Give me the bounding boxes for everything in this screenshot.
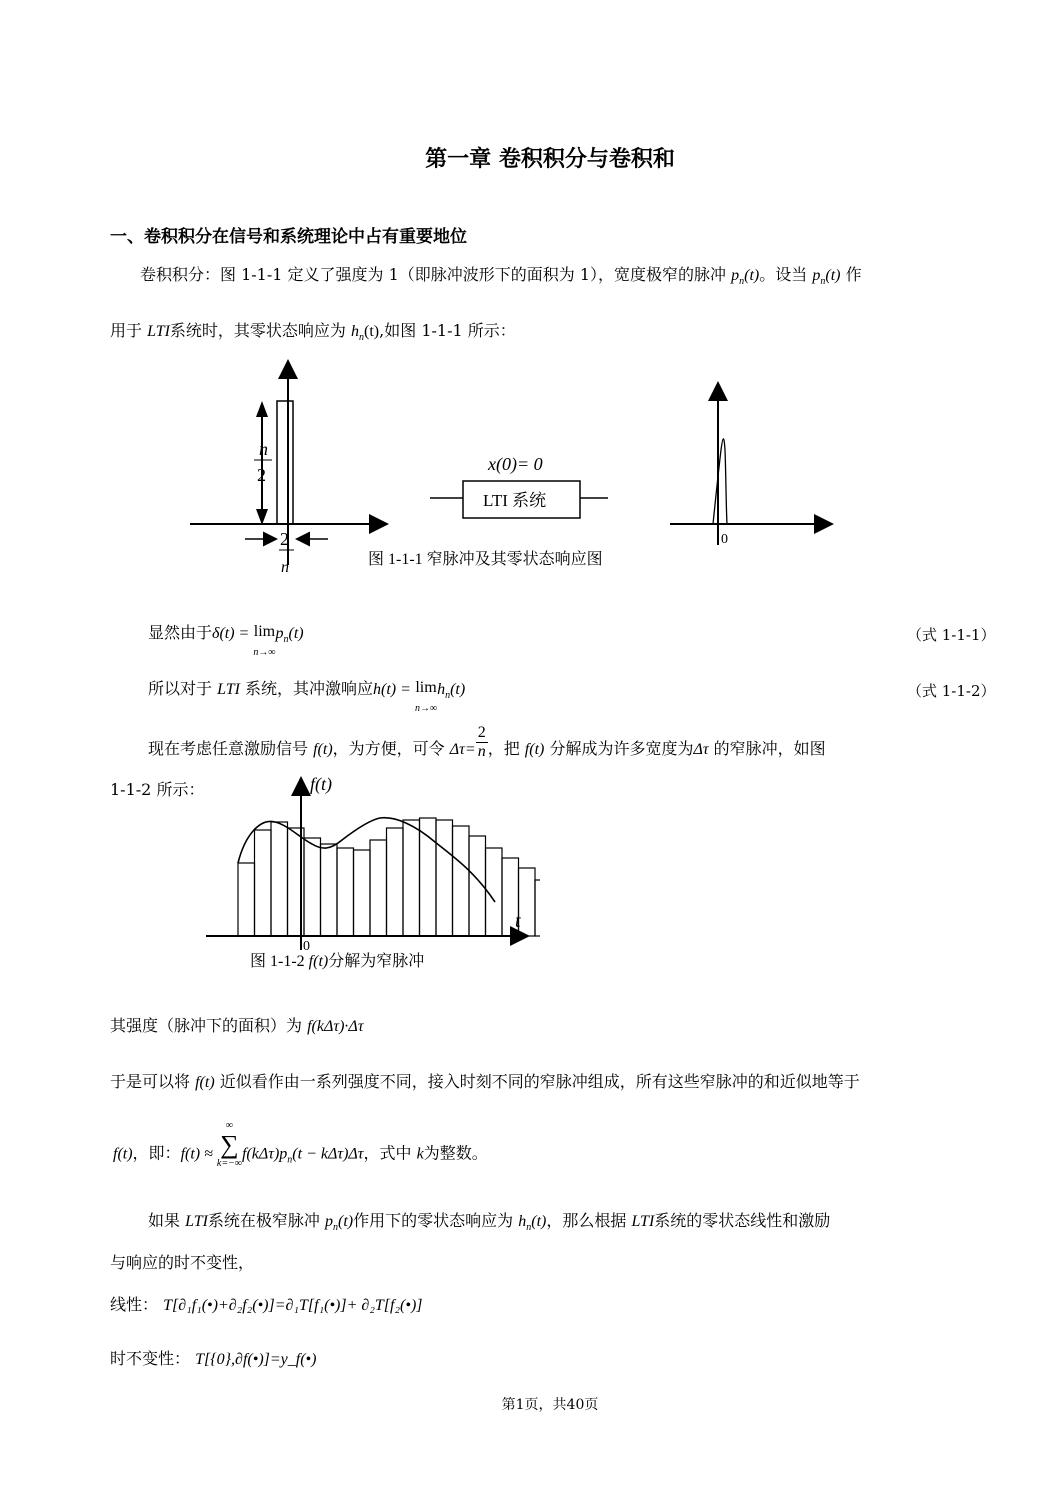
- chapter-title: 第一章 卷积积分与卷积和: [425, 146, 675, 172]
- fig2-origin: 0: [303, 939, 310, 954]
- figure-1-1-1: [180, 355, 850, 580]
- pulse-bar: [387, 828, 404, 936]
- width-label-n: n: [281, 559, 289, 576]
- height-label-2: 2: [257, 465, 266, 485]
- impulse-response-curve: [713, 439, 727, 524]
- pulse-bar: [337, 848, 354, 936]
- fig2-x-label: t: [515, 910, 521, 932]
- equation-1-1-2-number: （式 1-1-2）: [907, 682, 996, 700]
- time-invariance-formula: 时不变性： T[{0},∂f(•)]=y_f(•): [110, 1349, 317, 1368]
- figure-1-1-2: [200, 770, 540, 975]
- pulse-bar: [271, 822, 288, 936]
- paragraph-2-line-1: 现在考虑任意激励信号 f(t)，为方便，可令 Δτ= $\frac{2}{n}$ ，把 f(t) 分解成为许多宽度为Δτ 的窄脉冲，如图: [148, 724, 826, 760]
- pulse-bar: [519, 868, 536, 936]
- equation-1-1-1: 显然由于δ(t) = lim $n\to\infty p_n(t)$: [148, 623, 304, 658]
- paragraph-1-line-2: 用于 LTI系统时，其零状态响应为 $h_n(t)$,如图 1-1-1 所示：: [110, 321, 516, 344]
- fig2-y-label: f(t): [310, 774, 332, 794]
- paragraph-3: 其强度（脉冲下的面积）为 f(kΔτ)∙Δτ: [110, 1016, 364, 1035]
- pulse-bar: [436, 820, 453, 936]
- section-heading: 一、卷积积分在信号和系统理论中占有重要地位: [110, 227, 467, 247]
- pulse-bar: [238, 863, 255, 936]
- paragraph-4: 于是可以将 f(t) 近似看作由一系列强度不同，接入时刻不同的窄脉冲组成，所有这些窄脉冲的和近似地等于: [110, 1072, 860, 1091]
- pulse-bar: [535, 880, 540, 936]
- page-footer: 第1页，共40页: [501, 1397, 599, 1413]
- pulse-bar: [321, 844, 338, 936]
- linearity-formula: 线性： T[∂₁f₁(•)+∂₂f₂(•)]=∂₁T[f₁(•)]+ ∂₂T[f₂(•)]: [110, 1295, 423, 1314]
- pulse-bar: [453, 826, 470, 936]
- pulse-bar: [403, 820, 420, 936]
- pulse-bar: [354, 850, 371, 936]
- paragraph-6-line-1: 如果 LTI系统在极窄脉冲 $p_n(t)$作用下的零状态响应为 $h_n(t)$，那么根据 LTI系统的零状态线性和激励: [148, 1211, 831, 1234]
- narrow-pulse: [277, 401, 293, 524]
- paragraph-1-line-1: 卷积积分：图 1-1-1 定义了强度为 1（即脉冲波形下的面积为 1），宽度极窄的脉冲 $p_n(t)$。设当 $p_n(t)$ 作: [140, 265, 862, 288]
- figure-2-caption: 图 1-1-2 f(t)分解为窄脉冲: [250, 953, 425, 970]
- equation-1-1-1-number: （式 1-1-1）: [907, 626, 996, 644]
- paragraph-2-line-2: 1-1-2 所示：: [110, 780, 205, 799]
- narrow-pulse-bars: [238, 818, 540, 936]
- initial-condition: x(0)= 0: [488, 454, 543, 474]
- pulse-bar: [304, 838, 321, 936]
- width-label-2: 2: [280, 529, 289, 549]
- right-origin: 0: [721, 532, 728, 547]
- pulse-bar: [255, 830, 272, 936]
- lti-box-label: LTI 系统: [483, 491, 547, 510]
- paragraph-6-line-2: 与响应的时不变性，: [110, 1253, 255, 1272]
- height-label-n: n: [259, 439, 268, 459]
- pulse-bar: [370, 840, 387, 936]
- signal-curve: [238, 818, 495, 902]
- figure-1-caption: 图 1-1-1 窄脉冲及其零状态响应图: [368, 551, 603, 568]
- equation-1-1-2: 所以对于 LTI 系统，其冲激响应h(t) = lim $n\to\infty h_n(t)$: [148, 679, 466, 714]
- paragraph-5-sum-formula: f(t)，即：f(t) ≈ ∞ ∑ k=−∞ $f(k\Delta\tau)p_n(t - k\Delta\tau)\Delta\tau$，式中 k为整数。: [113, 1120, 488, 1169]
